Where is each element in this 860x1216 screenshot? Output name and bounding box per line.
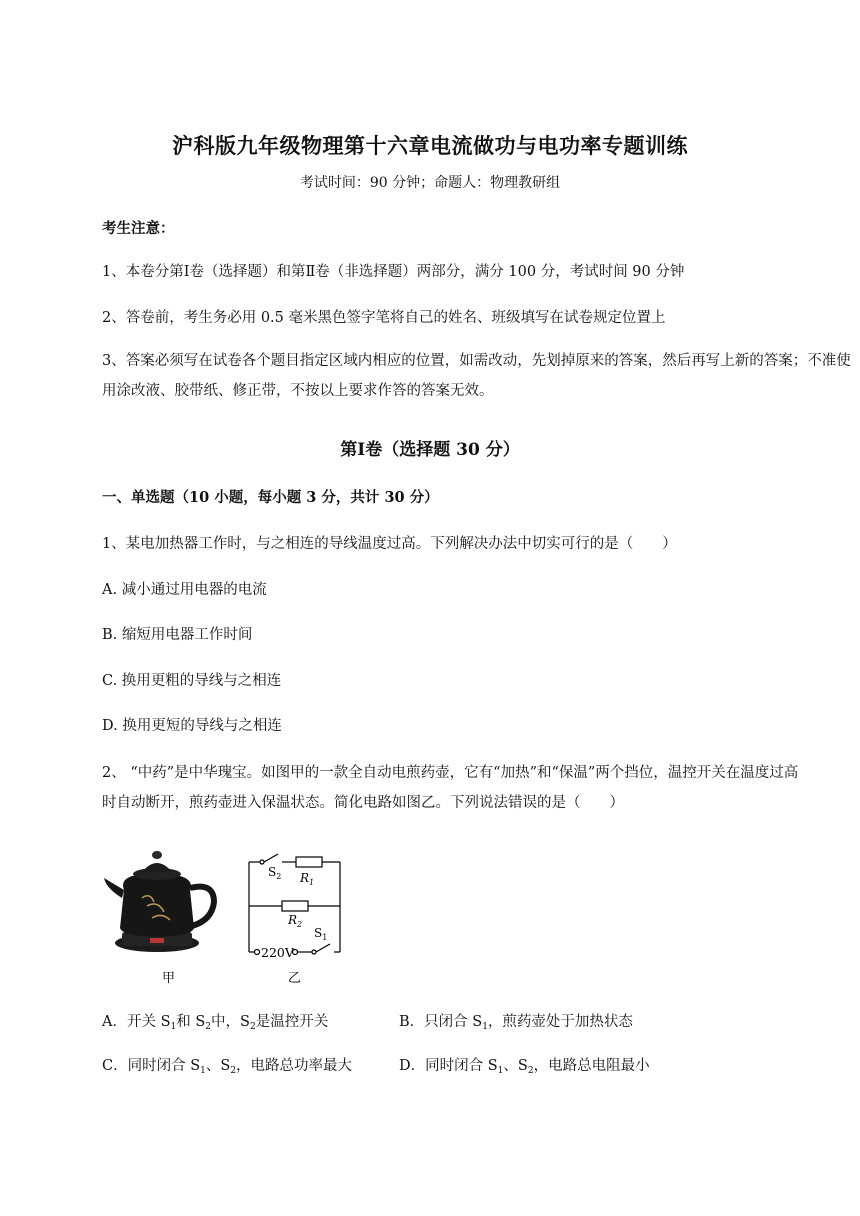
label-s1: $S_1$: [314, 926, 328, 942]
switch-s1: [316, 944, 330, 952]
q2-option-c: C．同时闭合 $S_1$、$S_2$，电路总功率最大: [102, 1058, 353, 1076]
q2-option-b: B．只闭合 $S_1$，煎药壶处于加热状态: [399, 1014, 633, 1032]
notice-item-3: 3、答案必须写在试卷各个题目指定区域内相应的位置，如需改动，先划掉原来的答案，然后再写上新的答案；不准使用涂改液、胶带纸、修正带，不按以上要求作答的答案无效。: [102, 353, 851, 399]
q2-option-d: D．同时闭合 $S_1$、$S_2$，电路总电阻最小: [399, 1058, 650, 1076]
notice-item-1: 1、本卷分第Ⅰ卷（选择题）和第Ⅱ卷（非选择题）两部分，满分 100 分，考试时间 90 分钟: [102, 264, 685, 280]
question-1-stem: 1、某电加热器工作时，与之相连的导线温度过高。下列解决办法中切实可行的是（ ）: [102, 536, 677, 552]
label-voltage: 220V: [261, 945, 294, 960]
figure-svg: [102, 840, 352, 990]
section-title: 第Ⅰ卷（选择题 30 分）: [340, 440, 520, 460]
resistor-r1: [296, 857, 322, 867]
q1-option-b: B. 缩短用电器工作时间: [102, 627, 253, 643]
q1-option-d: D. 换用更短的导线与之相连: [102, 718, 282, 734]
label-s2: $S_2$: [268, 865, 282, 881]
caption-yi: 乙: [288, 971, 302, 986]
decoction-pot-image: [104, 851, 214, 952]
terminal-left: [255, 950, 260, 955]
part-title: 一、单选题（10 小题，每小题 3 分，共计 30 分）: [102, 489, 439, 506]
page-title: 沪科版九年级物理第十六章电流做功与电功率专题训练: [172, 133, 688, 158]
caption-jia: 甲: [162, 971, 176, 986]
question-2-figure: [102, 840, 352, 990]
label-r2: $R_2$: [288, 913, 303, 929]
notice-heading: 考生注意：: [102, 220, 175, 237]
exam-info: 考试时间：90 分钟；命题人：物理教研组: [299, 175, 561, 191]
notice-item-2: 2、答卷前，考生务必用 0.5 毫米黑色签字笔将自己的姓名、班级填写在试卷规定位置上: [102, 310, 666, 326]
label-r1: $R_1$: [300, 871, 315, 887]
switch-s2: [264, 854, 278, 862]
q1-option-c: C. 换用更粗的导线与之相连: [102, 673, 282, 689]
q2-option-a: A．开关 $S_1$和 $S_2$中，$S_2$是温控开关: [102, 1014, 329, 1032]
question-2-stem: 2、 “中药”是中华瑰宝。如图甲的一款全自动电煎药壶，它有“加热”和“保温”两个挡位，温控开关在温度过高时自动断开，煎药壶进入保温状态。简化电路如图乙。下列说法错误的是（ ）: [102, 765, 799, 811]
resistor-r2: [282, 901, 308, 911]
q1-option-a: A. 减小通过用电器的电流: [102, 582, 267, 598]
